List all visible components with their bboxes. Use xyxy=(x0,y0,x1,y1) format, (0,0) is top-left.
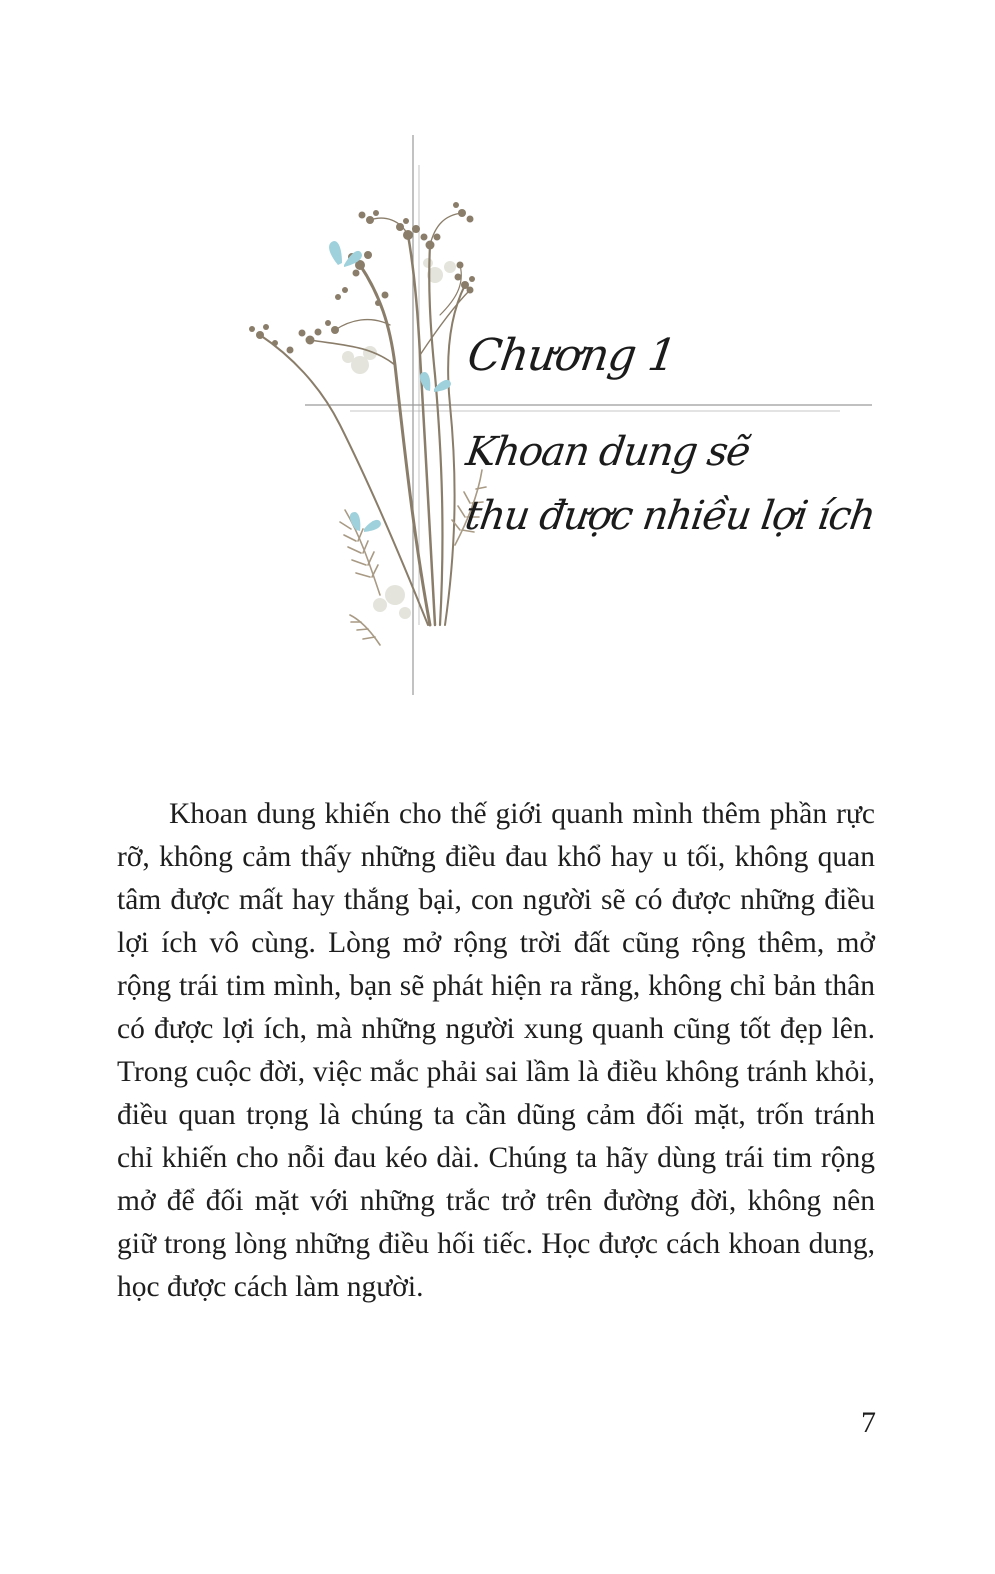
chapter-title-line-2: thu được nhiều lợi ích xyxy=(462,493,878,539)
chapter-title-line-1: Khoan dung sẽ xyxy=(463,429,752,475)
body-paragraph: Khoan dung khiến cho thế giới quanh mình thêm phần rực rỡ, không cảm thấy những điều đau khổ hay u tối, không quan tâm được mất hay thắng bại, con người sẽ có được những điều lợi ích vô cùng. Lòng mở rộng trời đất cũng rộng thêm, mở rộng trái tim mình, bạn sẽ phát hiện ra rằng, không chỉ bản thân có được lợi ích, mà những người xung quanh cũng tốt đẹp lên. Trong cuộc đời, việc mắc phải sai lầm là điều không tránh khỏi, điều quan trọng là chúng ta cần dũng cảm đối mặt, trốn tránh chỉ khiến cho nỗi đau kéo dài. Chúng ta hãy dùng trái tim rộng mở để đối mặt với những trắc trở trên đường đời, không nên giữ trong lòng những điều hối tiếc. Học được cách khoan dung, học được cách làm người. xyxy=(117,798,875,1303)
chapter-label: Chương 1 xyxy=(464,330,679,381)
floral-chapter-ornament xyxy=(230,125,890,705)
chapter-title xyxy=(453,420,888,548)
page-number: 7 xyxy=(861,1406,876,1439)
